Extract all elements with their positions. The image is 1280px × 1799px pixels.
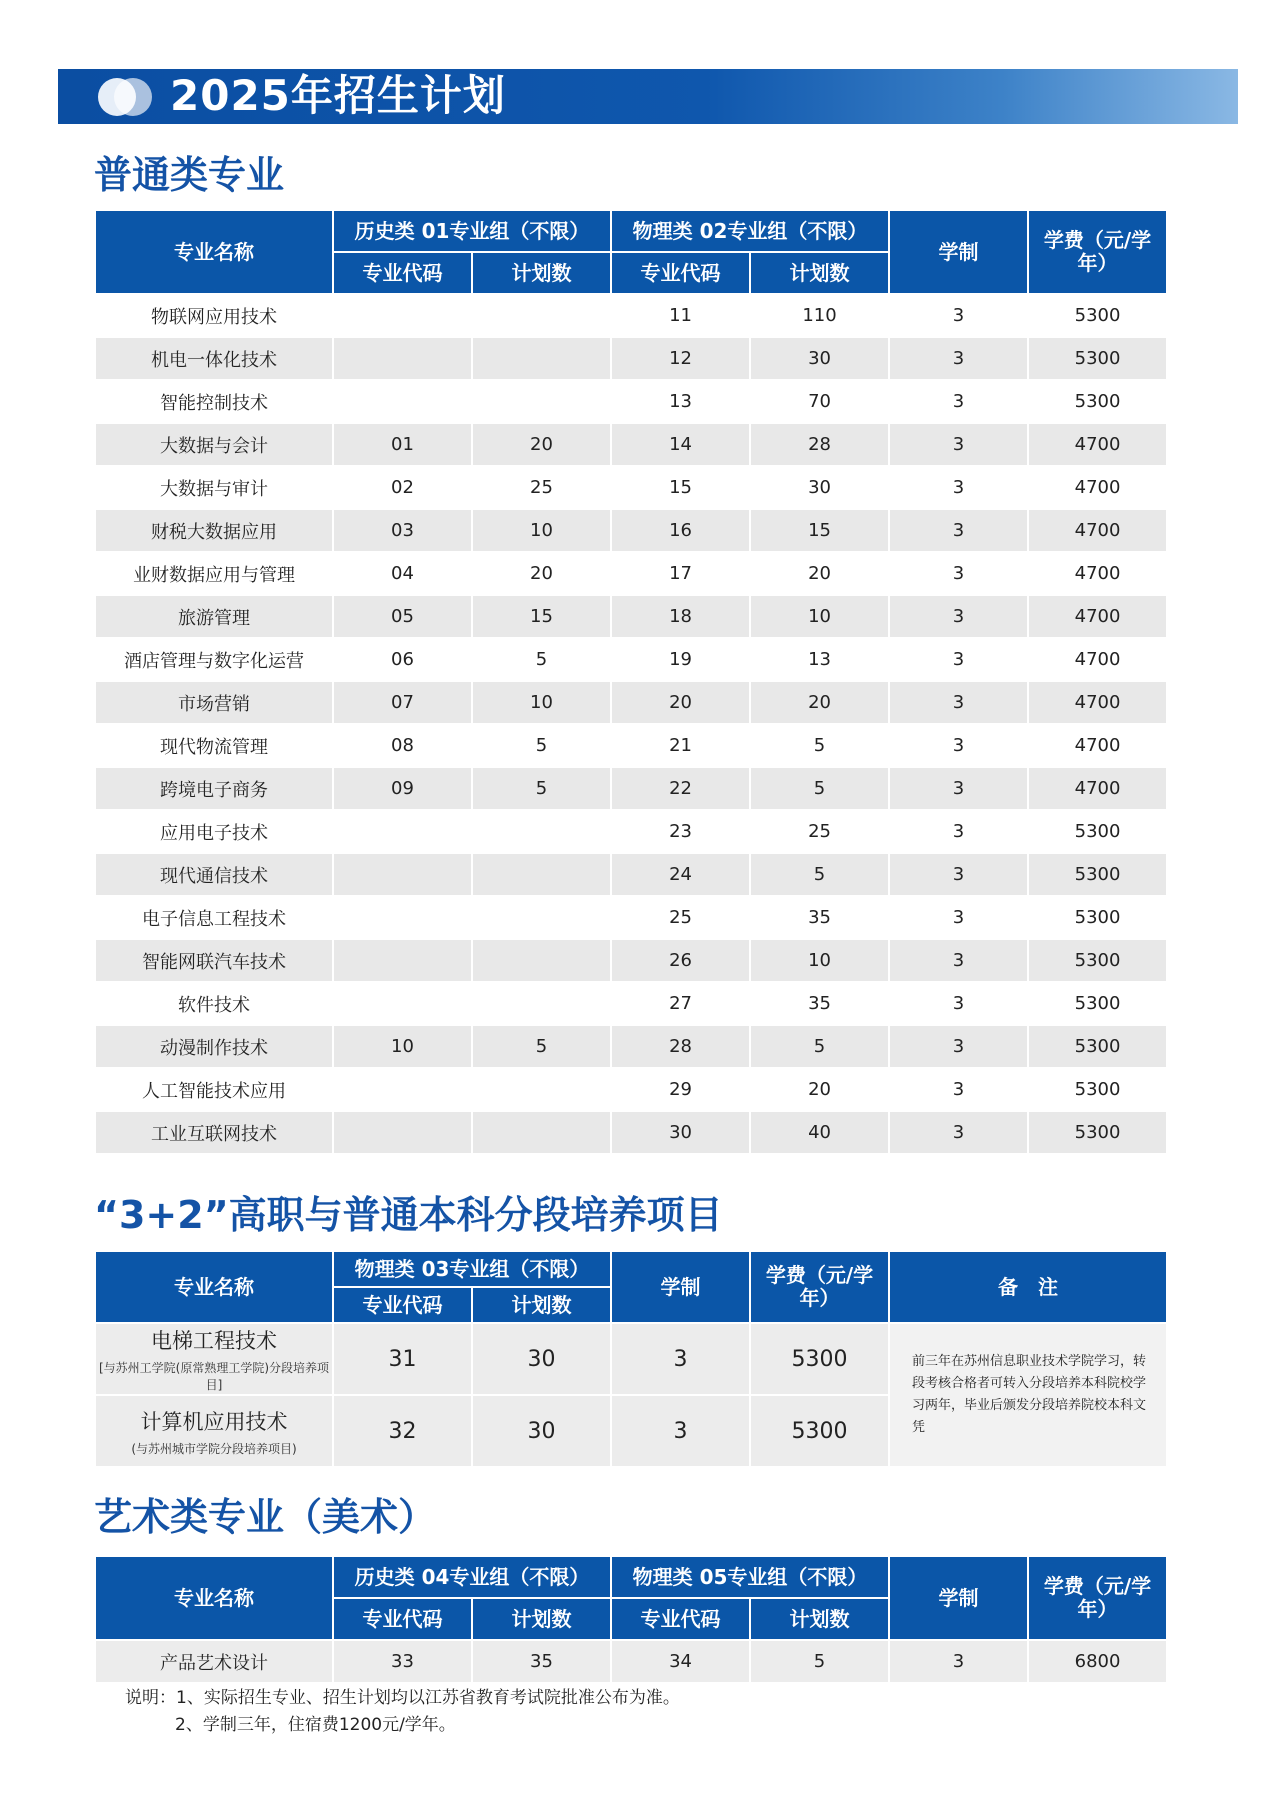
physics-plan-cell: 35: [751, 983, 888, 1026]
header-plan: 计划数: [473, 1599, 610, 1641]
fee-cell: 5300: [1029, 897, 1166, 940]
header-physics-group: 物理类 03专业组（不限）: [334, 1252, 610, 1288]
joint-program-table: [94, 1252, 1168, 1468]
table-row: [96, 639, 1166, 682]
art-majors-table: [94, 1557, 1168, 1684]
fee-cell: 5300: [751, 1396, 888, 1468]
major-name-cell: 机电一体化技术: [96, 338, 332, 381]
history-code-cell: 04: [334, 553, 471, 596]
history-plan-cell: 20: [473, 424, 610, 467]
history-plan-cell: [473, 295, 610, 338]
table-row: [96, 381, 1166, 424]
header-duration: 学制: [890, 211, 1027, 295]
physics-plan-cell: 30: [751, 338, 888, 381]
page-title: 2025年招生计划: [170, 71, 506, 120]
physics-plan-cell: 35: [751, 897, 888, 940]
table-row: [96, 768, 1166, 811]
table-row: [96, 811, 1166, 854]
table-row: [96, 1069, 1166, 1112]
history-plan-cell: 5: [473, 768, 610, 811]
physics-plan-cell: 30: [751, 467, 888, 510]
fee-cell: 5300: [1029, 854, 1166, 897]
fee-cell: 4700: [1029, 768, 1166, 811]
physics-plan-cell: 5: [751, 1026, 888, 1069]
fee-cell: 4700: [1029, 424, 1166, 467]
physics-plan-cell: 15: [751, 510, 888, 553]
history-code-cell: [334, 897, 471, 940]
duration-cell: 3: [890, 381, 1027, 424]
major-name-cell: 动漫制作技术: [96, 1026, 332, 1069]
footnote-line-2: 2、学制三年，住宿费1200元/学年。: [175, 1715, 456, 1735]
table-row: [96, 295, 1166, 338]
duration-cell: 3: [612, 1324, 749, 1396]
major-name-cell: 业财数据应用与管理: [96, 553, 332, 596]
table-row: [96, 467, 1166, 510]
major-name-cell: 软件技术: [96, 983, 332, 1026]
history-plan-cell: [473, 897, 610, 940]
major-name-cell: 跨境电子商务: [96, 768, 332, 811]
major-name-cell: [96, 1324, 332, 1396]
physics-plan-cell: 5: [751, 1641, 888, 1684]
header-major-name: 专业名称: [96, 1557, 332, 1641]
major-name-cell: 现代物流管理: [96, 725, 332, 768]
history-plan-cell: [473, 1112, 610, 1155]
history-plan-cell: 20: [473, 553, 610, 596]
history-plan-cell: 10: [473, 682, 610, 725]
physics-plan-cell: 5: [751, 725, 888, 768]
physics-code-cell: 29: [612, 1069, 749, 1112]
header-code: 专业代码: [334, 1288, 471, 1324]
fee-cell: 4700: [1029, 682, 1166, 725]
history-code-cell: [334, 1112, 471, 1155]
major-name-cell: 产品艺术设计: [96, 1641, 332, 1684]
header-code: 专业代码: [334, 1599, 471, 1641]
header-code: 专业代码: [612, 1599, 749, 1641]
duration-cell: 3: [890, 639, 1027, 682]
major-partner: [与苏州工学院(原常熟理工学院)分段培养项目]: [98, 1361, 330, 1392]
major-name-cell: 电子信息工程技术: [96, 897, 332, 940]
major-name-cell: 应用电子技术: [96, 811, 332, 854]
duration-cell: 3: [890, 553, 1027, 596]
fee-cell: 5300: [1029, 1026, 1166, 1069]
physics-plan-cell: 10: [751, 596, 888, 639]
history-plan-cell: [473, 811, 610, 854]
physics-code-cell: 18: [612, 596, 749, 639]
history-code-cell: [334, 940, 471, 983]
major-name-cell: [96, 1396, 332, 1468]
fee-cell: 5300: [1029, 338, 1166, 381]
fee-cell: 6800: [1029, 1641, 1166, 1684]
header-remark: 备 注: [890, 1252, 1166, 1324]
duration-cell: 3: [890, 940, 1027, 983]
duration-cell: 3: [890, 1641, 1027, 1684]
physics-plan-cell: 70: [751, 381, 888, 424]
header-fee: 学费（元/学年）: [1029, 211, 1166, 295]
history-plan-cell: [473, 940, 610, 983]
header-fee: 学费（元/学年）: [751, 1252, 888, 1324]
physics-plan-cell: 20: [751, 553, 888, 596]
history-code-cell: [334, 854, 471, 897]
table-row: [96, 553, 1166, 596]
major-name-cell: 智能控制技术: [96, 381, 332, 424]
duration-cell: 3: [890, 510, 1027, 553]
history-code-cell: [334, 295, 471, 338]
header-duration: 学制: [890, 1557, 1027, 1641]
fee-cell: 4700: [1029, 725, 1166, 768]
table-row: [96, 682, 1166, 725]
history-code-cell: 07: [334, 682, 471, 725]
fee-cell: 5300: [1029, 983, 1166, 1026]
duration-cell: 3: [890, 596, 1027, 639]
history-code-cell: 03: [334, 510, 471, 553]
duration-cell: 3: [890, 682, 1027, 725]
header-duration: 学制: [612, 1252, 749, 1324]
general-majors-table: [94, 211, 1168, 1155]
physics-code-cell: 11: [612, 295, 749, 338]
fee-cell: 4700: [1029, 467, 1166, 510]
fee-cell: 5300: [1029, 1069, 1166, 1112]
history-code-cell: 02: [334, 467, 471, 510]
history-code-cell: 10: [334, 1026, 471, 1069]
duration-cell: 3: [890, 338, 1027, 381]
history-code-cell: [334, 811, 471, 854]
physics-code-cell: 19: [612, 639, 749, 682]
remark-cell: 前三年在苏州信息职业技术学院学习，转段考核合格者可转入分段培养本科院校学习两年，毕业后颁发分段培养院校本科文凭: [890, 1324, 1166, 1468]
duration-cell: 3: [890, 897, 1027, 940]
table-row: [96, 424, 1166, 467]
history-plan-cell: 25: [473, 467, 610, 510]
physics-plan-cell: 13: [751, 639, 888, 682]
footnotes: [125, 1685, 680, 1739]
history-code-cell: [334, 381, 471, 424]
header-major-name: 专业名称: [96, 1252, 332, 1324]
duration-cell: 3: [890, 1069, 1027, 1112]
table-row: [96, 1112, 1166, 1155]
physics-plan-cell: 110: [751, 295, 888, 338]
major-name-cell: 旅游管理: [96, 596, 332, 639]
header-code: 专业代码: [612, 253, 749, 295]
plan-cell: 30: [473, 1324, 610, 1396]
circles-logo-icon: [98, 78, 154, 116]
fee-cell: 4700: [1029, 553, 1166, 596]
duration-cell: 3: [890, 467, 1027, 510]
major-name: 计算机应用技术: [140, 1409, 288, 1434]
header-plan: 计划数: [473, 1288, 610, 1324]
header-fee: 学费（元/学年）: [1029, 1557, 1166, 1641]
history-code-cell: [334, 1069, 471, 1112]
header-physics-group: 物理类 02专业组（不限）: [612, 211, 888, 253]
history-plan-cell: 5: [473, 725, 610, 768]
history-plan-cell: [473, 338, 610, 381]
table-row: [96, 510, 1166, 553]
major-name-cell: 大数据与会计: [96, 424, 332, 467]
physics-plan-cell: 40: [751, 1112, 888, 1155]
table-row: [96, 940, 1166, 983]
major-name-cell: 现代通信技术: [96, 854, 332, 897]
physics-code-cell: 27: [612, 983, 749, 1026]
fee-cell: 4700: [1029, 510, 1166, 553]
fee-cell: 5300: [1029, 1112, 1166, 1155]
table-row: [96, 1026, 1166, 1069]
major-name-cell: 工业互联网技术: [96, 1112, 332, 1155]
header-code: 专业代码: [334, 253, 471, 295]
duration-cell: 3: [890, 1112, 1027, 1155]
fee-cell: 4700: [1029, 639, 1166, 682]
physics-code-cell: 20: [612, 682, 749, 725]
header-plan: 计划数: [473, 253, 610, 295]
major-name-cell: 财税大数据应用: [96, 510, 332, 553]
physics-code-cell: 22: [612, 768, 749, 811]
fee-cell: 5300: [1029, 940, 1166, 983]
header-plan: 计划数: [751, 1599, 888, 1641]
major-name-cell: 酒店管理与数字化运营: [96, 639, 332, 682]
history-plan-cell: [473, 1069, 610, 1112]
physics-plan-cell: 10: [751, 940, 888, 983]
footnote-line-1: 说明：1、实际招生专业、招生计划均以江苏省教育考试院批准公布为准。: [125, 1688, 680, 1708]
physics-code-cell: 15: [612, 467, 749, 510]
major-name-cell: 物联网应用技术: [96, 295, 332, 338]
physics-code-cell: 26: [612, 940, 749, 983]
physics-plan-cell: 28: [751, 424, 888, 467]
history-code-cell: 08: [334, 725, 471, 768]
title-banner: [58, 69, 1238, 124]
physics-code-cell: 12: [612, 338, 749, 381]
header-history-group: 历史类 01专业组（不限）: [334, 211, 610, 253]
physics-plan-cell: 20: [751, 682, 888, 725]
fee-cell: 5300: [1029, 811, 1166, 854]
physics-code-cell: 34: [612, 1641, 749, 1684]
header-plan: 计划数: [751, 253, 888, 295]
header-history-group: 历史类 04专业组（不限）: [334, 1557, 610, 1599]
header-major-name: 专业名称: [96, 211, 332, 295]
physics-code-cell: 24: [612, 854, 749, 897]
major-name: 电梯工程技术: [151, 1329, 277, 1353]
history-code-cell: [334, 338, 471, 381]
duration-cell: 3: [890, 295, 1027, 338]
major-name-cell: 人工智能技术应用: [96, 1069, 332, 1112]
history-plan-cell: 5: [473, 639, 610, 682]
duration-cell: 3: [890, 1026, 1027, 1069]
section-title-general: 普通类专业: [94, 153, 285, 197]
physics-code-cell: 30: [612, 1112, 749, 1155]
table-row: [96, 338, 1166, 381]
history-plan-cell: 15: [473, 596, 610, 639]
fee-cell: 5300: [751, 1324, 888, 1396]
history-code-cell: 05: [334, 596, 471, 639]
duration-cell: 3: [890, 725, 1027, 768]
history-plan-cell: 5: [473, 1026, 610, 1069]
table-row: [96, 897, 1166, 940]
fee-cell: 5300: [1029, 295, 1166, 338]
history-code-cell: 06: [334, 639, 471, 682]
fee-cell: 4700: [1029, 596, 1166, 639]
physics-code-cell: 25: [612, 897, 749, 940]
major-name-cell: 智能网联汽车技术: [96, 940, 332, 983]
history-code-cell: 33: [334, 1641, 471, 1684]
history-plan-cell: 35: [473, 1641, 610, 1684]
header-physics-group: 物理类 05专业组（不限）: [612, 1557, 888, 1599]
major-partner: (与苏州城市学院分段培养项目): [131, 1441, 297, 1456]
history-code-cell: 01: [334, 424, 471, 467]
duration-cell: 3: [890, 424, 1027, 467]
major-name-cell: 大数据与审计: [96, 467, 332, 510]
table-row: [96, 596, 1166, 639]
physics-plan-cell: 5: [751, 768, 888, 811]
section-title-art: 艺术类专业（美术）: [94, 1495, 437, 1539]
table-row: [96, 854, 1166, 897]
history-plan-cell: [473, 854, 610, 897]
physics-code-cell: 28: [612, 1026, 749, 1069]
duration-cell: 3: [890, 768, 1027, 811]
physics-code-cell: 16: [612, 510, 749, 553]
history-code-cell: 09: [334, 768, 471, 811]
table-row: [96, 725, 1166, 768]
history-plan-cell: [473, 983, 610, 1026]
section-title-joint: “3+2”高职与普通本科分段培养项目: [94, 1193, 723, 1237]
physics-code-cell: 21: [612, 725, 749, 768]
duration-cell: 3: [612, 1396, 749, 1468]
code-cell: 32: [334, 1396, 471, 1468]
history-plan-cell: 10: [473, 510, 610, 553]
physics-plan-cell: 20: [751, 1069, 888, 1112]
history-code-cell: [334, 983, 471, 1026]
plan-cell: 30: [473, 1396, 610, 1468]
duration-cell: 3: [890, 854, 1027, 897]
physics-code-cell: 23: [612, 811, 749, 854]
duration-cell: 3: [890, 811, 1027, 854]
duration-cell: 3: [890, 983, 1027, 1026]
physics-code-cell: 13: [612, 381, 749, 424]
history-plan-cell: [473, 381, 610, 424]
table-row: [96, 983, 1166, 1026]
code-cell: 31: [334, 1324, 471, 1396]
physics-plan-cell: 25: [751, 811, 888, 854]
physics-plan-cell: 5: [751, 854, 888, 897]
fee-cell: 5300: [1029, 381, 1166, 424]
physics-code-cell: 17: [612, 553, 749, 596]
table-row: [96, 1641, 1166, 1684]
major-name-cell: 市场营销: [96, 682, 332, 725]
physics-code-cell: 14: [612, 424, 749, 467]
table-row: [96, 1324, 1166, 1396]
